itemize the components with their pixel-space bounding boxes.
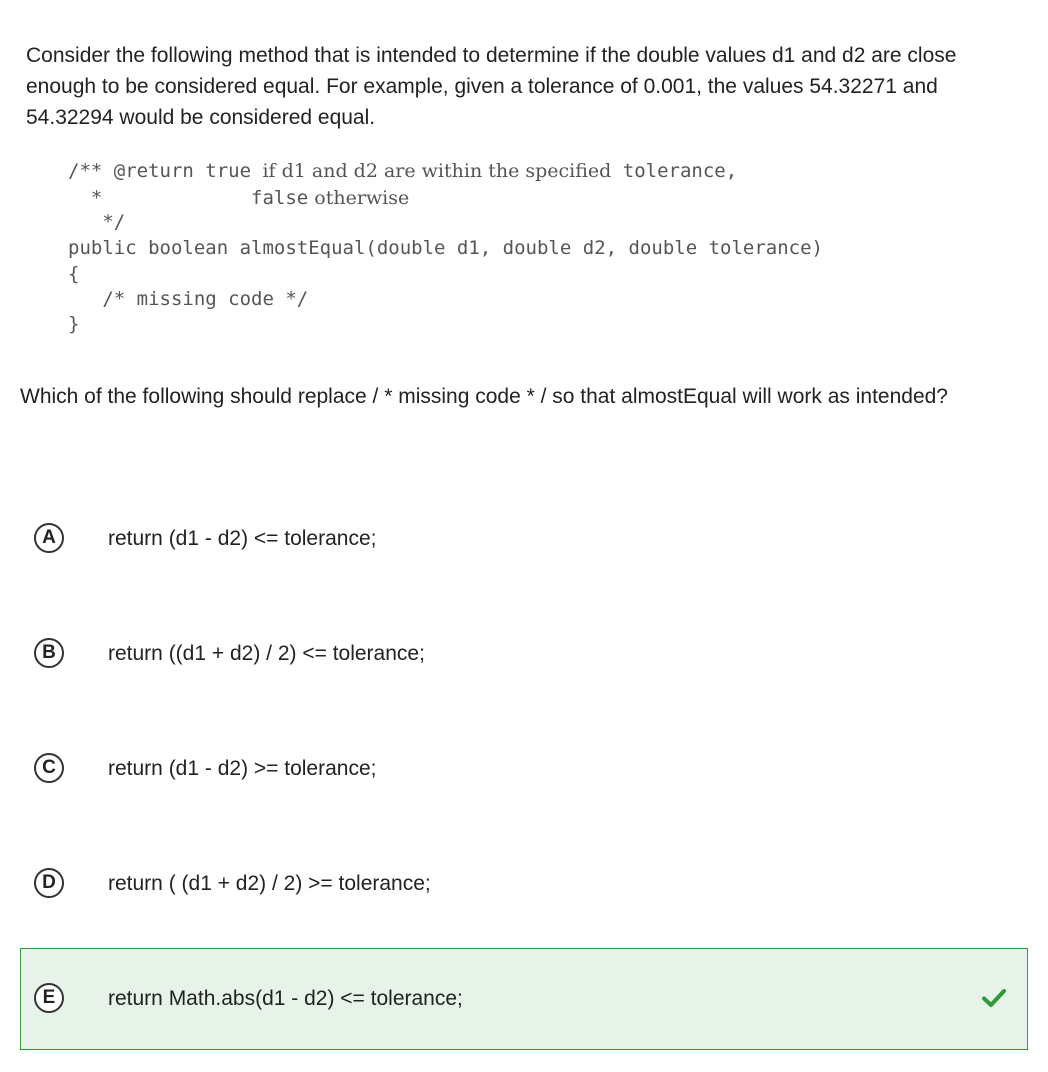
choice-letter-badge: D: [34, 868, 64, 898]
answer-choice-d[interactable]: [20, 833, 1028, 935]
choice-letter-badge: C: [34, 753, 64, 783]
code-line-3: */: [68, 211, 126, 233]
choice-text: return ( (d1 + d2) / 2) >= tolerance;: [108, 872, 431, 895]
code-line-5: {: [68, 263, 80, 285]
code-line-4: public boolean almostEqual(double d1, double d2, double tolerance): [68, 237, 823, 259]
check-icon: [981, 985, 1007, 1011]
answer-choice-e[interactable]: [20, 948, 1028, 1050]
choice-letter-badge: A: [34, 523, 64, 553]
choice-letter-badge: E: [34, 983, 64, 1013]
answer-choice-c[interactable]: [20, 718, 1028, 820]
code-line-6: /* missing code */: [68, 288, 309, 310]
choice-text: return ((d1 + d2) / 2) <= tolerance;: [108, 642, 425, 665]
code-line-2: * false otherwise: [68, 187, 410, 209]
question-text: Which of the following should replace / * missing code * / so that almostEqual will work as intended?: [20, 385, 948, 408]
code-line-7: }: [68, 313, 80, 335]
code-line-1: /** @return true if d1 and d2 are within the specified tolerance,: [68, 160, 738, 182]
choice-text: return (d1 - d2) >= tolerance;: [108, 757, 377, 780]
code-snippet: [68, 156, 1018, 341]
answer-choice-b[interactable]: [20, 603, 1028, 705]
answer-choice-a[interactable]: [20, 488, 1028, 590]
choice-text: return (d1 - d2) <= tolerance;: [108, 527, 377, 550]
question-prompt: Consider the following method that is intended to determine if the double values d1 and d2 are close enough to be considered equal. For example, given a tolerance of 0.001, the values 54.32271 and 54.32294 would be considered equal.: [26, 44, 957, 129]
choice-letter-badge: B: [34, 638, 64, 668]
choice-text: return Math.abs(d1 - d2) <= tolerance;: [108, 987, 463, 1010]
